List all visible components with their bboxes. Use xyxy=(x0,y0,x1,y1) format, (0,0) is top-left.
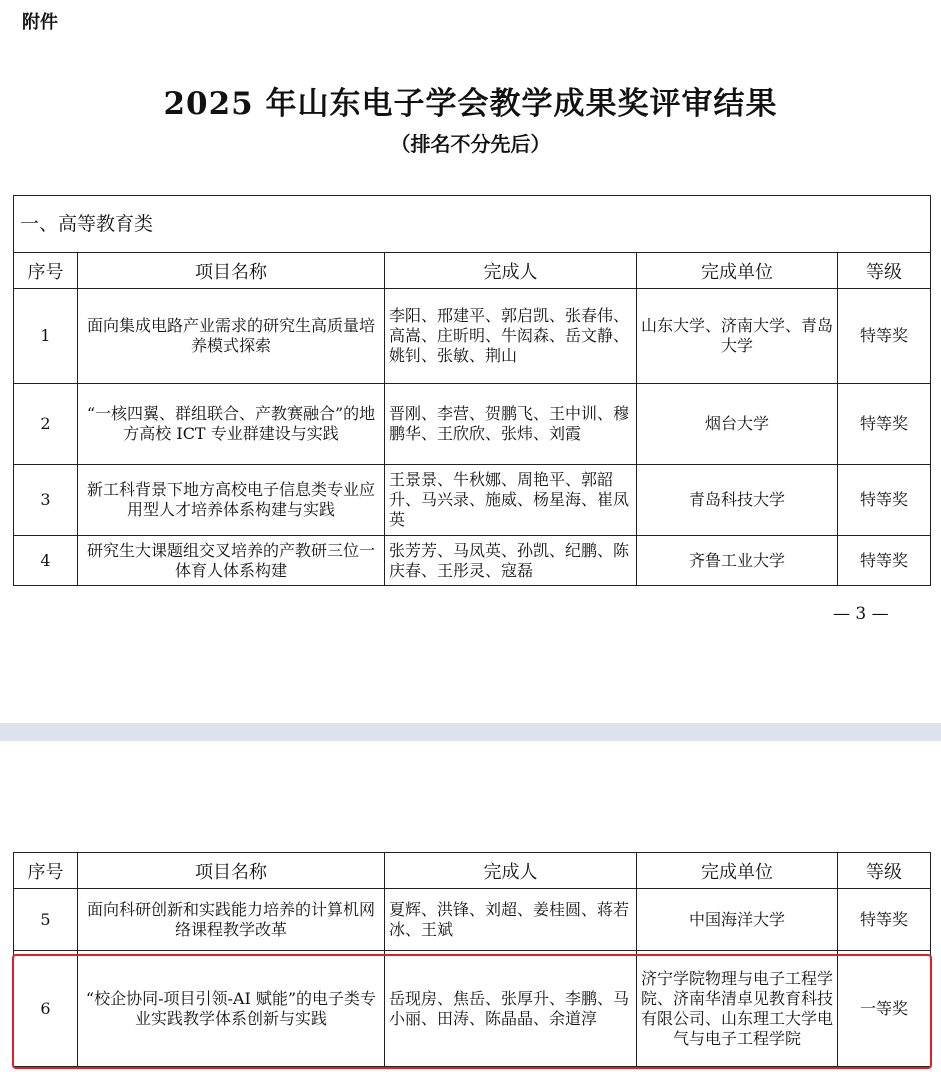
page-number: — 3 — xyxy=(833,604,889,624)
project-unit: 烟台大学 xyxy=(637,384,838,465)
table-row xyxy=(14,289,931,384)
section-row xyxy=(14,196,931,253)
project-members: 晋刚、李营、贺鹏飞、王中训、穆鹏华、王欣欣、张炜、刘霞 xyxy=(385,384,637,465)
col-header-no: 序号 xyxy=(14,253,78,289)
award-level: 特等奖 xyxy=(838,465,931,536)
project-name: 研究生大课题组交叉培养的产教研三位一体育人体系构建 xyxy=(78,536,385,586)
col-header-name: 项目名称 xyxy=(78,253,385,289)
award-level: 一等奖 xyxy=(838,951,931,1067)
project-unit: 齐鲁工业大学 xyxy=(637,536,838,586)
document-title: 2025 年山东电子学会教学成果奖评审结果 xyxy=(163,86,778,122)
row-number: 1 xyxy=(14,289,78,384)
project-name: 新工科背景下地方高校电子信息类专业应用型人才培养体系构建与实践 xyxy=(78,465,385,536)
col-header-level: 等级 xyxy=(838,253,931,289)
project-name: “一核四翼、群组联合、产教赛融合”的地方高校 ICT 专业群建设与实践 xyxy=(78,384,385,465)
project-unit: 山东大学、济南大学、青岛大学 xyxy=(637,289,838,384)
section-heading: 一、高等教育类 xyxy=(14,196,931,253)
row-number: 4 xyxy=(14,536,78,586)
project-name: “校企协同-项目引领-AI 赋能”的电子类专业实践教学体系创新与实践 xyxy=(78,951,385,1067)
project-members: 王景景、牛秋娜、周艳平、郭韶升、马兴录、施威、杨星海、崔凤英 xyxy=(385,465,637,536)
attachment-label: 附件 xyxy=(22,12,58,33)
table-row xyxy=(14,384,931,465)
table-header-row xyxy=(14,253,931,289)
project-members: 夏辉、洪锋、刘超、姜桂圆、蒋若冰、王斌 xyxy=(385,889,637,951)
project-unit: 济宁学院物理与电子工程学院、济南华清卓见教育科技有限公司、山东理工大学电气与电子工程学院 xyxy=(637,951,838,1067)
col-header-people: 完成人 xyxy=(385,253,637,289)
table-row xyxy=(14,889,931,951)
col-header-unit: 完成单位 xyxy=(637,253,838,289)
project-members: 张芳芳、马凤英、孙凯、纪鹏、陈庆春、王彤灵、寇磊 xyxy=(385,536,637,586)
col-header-people: 完成人 xyxy=(385,853,637,889)
results-table-part2 xyxy=(13,852,931,1067)
award-level: 特等奖 xyxy=(838,536,931,586)
table-header-row xyxy=(14,853,931,889)
col-header-level: 等级 xyxy=(838,853,931,889)
project-members: 李阳、邢建平、郭启凯、张春伟、高嵩、庄昕明、牛闳森、岳文静、姚钊、张敏、荆山 xyxy=(385,289,637,384)
award-level: 特等奖 xyxy=(838,384,931,465)
table-row xyxy=(14,465,931,536)
document-subtitle: （排名不分先后） xyxy=(390,132,551,156)
award-level: 特等奖 xyxy=(838,289,931,384)
row-number: 2 xyxy=(14,384,78,465)
table-row xyxy=(14,536,931,586)
row-number: 3 xyxy=(14,465,78,536)
project-name: 面向集成电路产业需求的研究生高质量培养模式探索 xyxy=(78,289,385,384)
col-header-name: 项目名称 xyxy=(78,853,385,889)
project-unit: 青岛科技大学 xyxy=(637,465,838,536)
project-name: 面向科研创新和实践能力培养的计算机网络课程教学改革 xyxy=(78,889,385,951)
col-header-unit: 完成单位 xyxy=(637,853,838,889)
project-unit: 中国海洋大学 xyxy=(637,889,838,951)
page-separator xyxy=(0,723,941,741)
row-number: 6 xyxy=(14,951,78,1067)
col-header-no: 序号 xyxy=(14,853,78,889)
results-table-part1 xyxy=(13,195,931,586)
award-level: 特等奖 xyxy=(838,889,931,951)
row-number: 5 xyxy=(14,889,78,951)
project-members: 岳现房、焦岳、张厚升、李鹏、马小丽、田涛、陈晶晶、余道淳 xyxy=(385,951,637,1067)
table-row-highlighted xyxy=(14,951,931,1067)
